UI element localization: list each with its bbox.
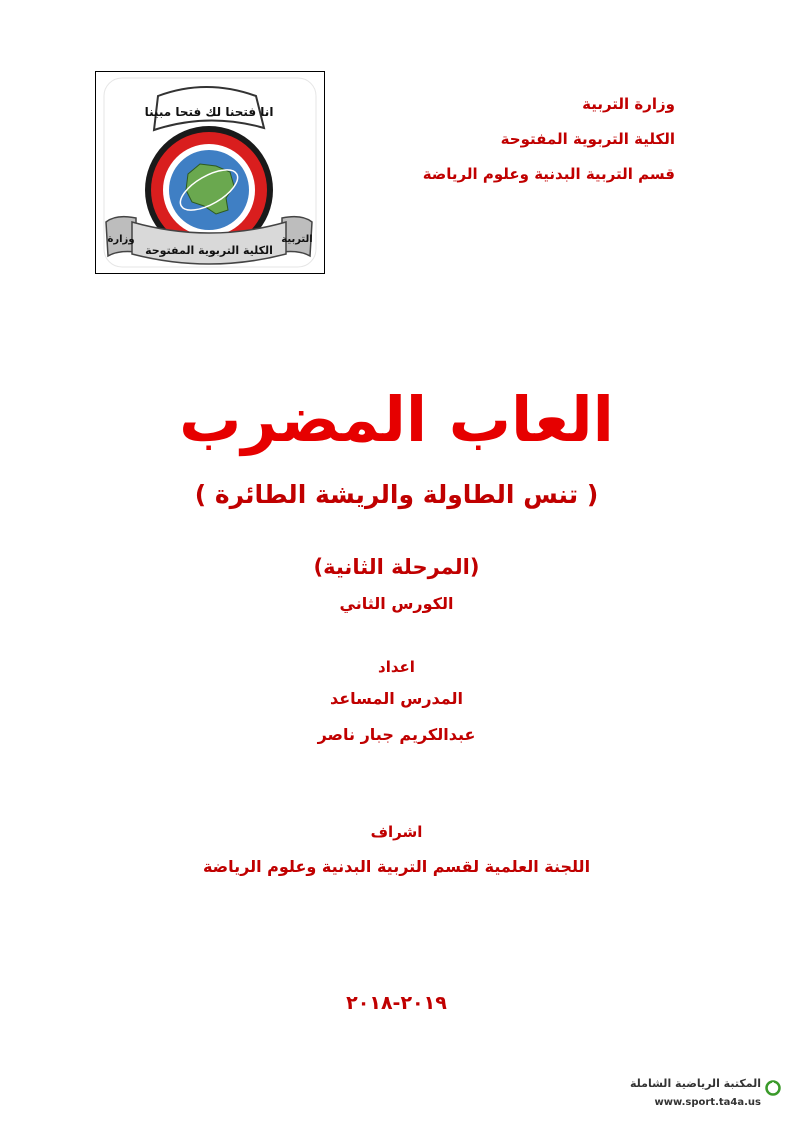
leaf-circle-icon <box>765 1080 781 1096</box>
logo-ribbon-right: التربية <box>281 234 313 245</box>
page-title: العاب المضرب <box>179 383 614 456</box>
watermark-url[interactable]: www.sport.ta4a.us <box>654 1097 761 1108</box>
page-subtitle: ( تنس الطاولة والريشة الطائرة ) <box>194 480 599 509</box>
department-name: قسم التربية البدنية وعلوم الرياضة <box>422 165 675 183</box>
college-name: الكلية التربوية المفتوحة <box>500 130 675 148</box>
logo-banner-text: انا فتحنا لك فتحا مبينا <box>144 105 274 119</box>
course-label: الكورس الثاني <box>339 594 454 613</box>
watermark-name: المكتبة الرياضية الشاملة <box>630 1077 761 1090</box>
academic-year: ٢٠١٩-٢٠١٨ <box>346 992 447 1014</box>
ministry-name: وزارة التربية <box>582 95 675 113</box>
prepared-by-label: اعداد <box>378 658 415 676</box>
logo-ribbon-left: وزارة <box>107 234 135 245</box>
ministry-logo <box>95 71 325 274</box>
author-rank: المدرس المساعد <box>330 689 463 708</box>
ministry-emblem <box>96 72 324 273</box>
author-name: عبدالكريم جبار ناصر <box>317 725 476 744</box>
stage-label: (المرحلة الثانية) <box>313 555 480 579</box>
logo-ribbon-center: الكلية التربوية المفتوحة <box>145 244 273 257</box>
supervision-label: اشراف <box>370 823 423 841</box>
watermark[interactable] <box>630 1076 781 1116</box>
committee-name: اللجنة العلمية لقسم التربية البدنية وعلوم الرياضة <box>202 857 591 876</box>
